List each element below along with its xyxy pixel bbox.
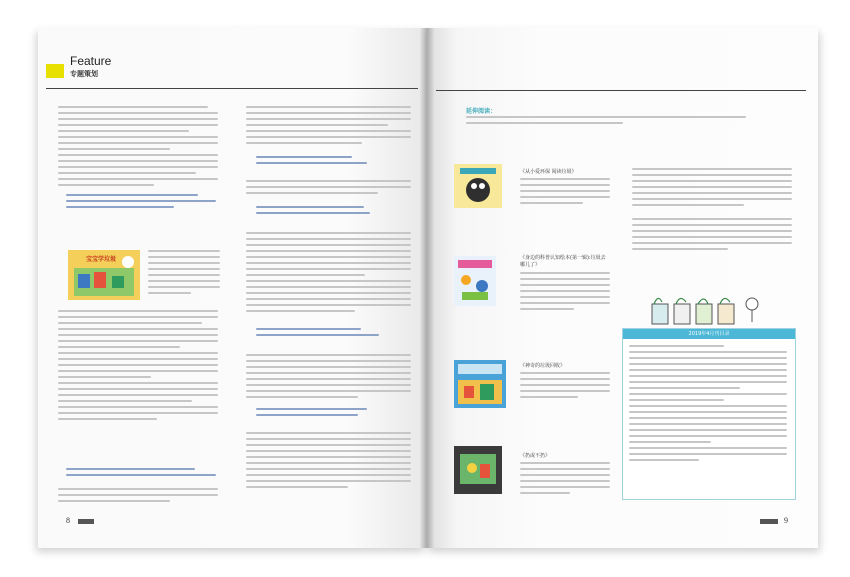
contents-table-header: 2019年4月刊目录 [623, 329, 795, 339]
left-page-right-column-text-5 [246, 432, 411, 492]
feature-accent-block [46, 64, 64, 78]
magazine-logo-left [78, 518, 94, 527]
feature-subtitle: 专题策划 [70, 70, 98, 78]
left-page [38, 28, 426, 548]
left-column-quote-2 [66, 468, 216, 480]
magazine-logo-right [760, 518, 778, 527]
book-desc-4 [520, 462, 610, 498]
book-title-1: 《从小爱环保 阅读垃圾》 [520, 169, 577, 175]
book-cover-2 [454, 256, 496, 306]
book-desc-3 [520, 372, 610, 402]
left-page-right-quote [256, 156, 406, 168]
left-page-right-quote-3 [256, 328, 406, 340]
section-intro [466, 116, 746, 128]
feature-title: Feature [70, 54, 112, 68]
spine-shadow [420, 28, 434, 548]
book-cover-title: 宝宝学垃圾 [86, 256, 117, 263]
left-page-right-column-text-3 [246, 232, 411, 316]
recycle-bins-illustration [640, 290, 770, 326]
left-column-text-3 [58, 310, 218, 424]
left-column-text [58, 106, 218, 190]
right-page [426, 28, 818, 548]
book-desc-1 [520, 178, 610, 208]
left-page-right-quote-2 [256, 206, 406, 218]
left-page-right-column-text-2 [246, 180, 411, 198]
right-header-rule [436, 90, 806, 91]
left-column-text-2 [148, 250, 220, 298]
contents-table-body [629, 345, 787, 465]
left-page-right-column-text [246, 106, 411, 148]
section-title: 延伸阅读： [466, 108, 497, 115]
book-cover-4 [454, 446, 502, 494]
book-cover-3 [454, 360, 506, 408]
contents-table [622, 328, 796, 500]
book-desc-2 [520, 272, 610, 314]
right-column-text-2 [632, 218, 792, 254]
left-page-right-quote-4 [256, 408, 406, 420]
left-column-text-4 [58, 488, 218, 506]
left-page-right-column-text-4 [246, 354, 411, 402]
header-rule [46, 88, 418, 89]
right-column-text [632, 168, 792, 210]
left-column-quote [66, 194, 216, 212]
book-title-4: 《扔或不扔》 [520, 453, 551, 459]
book-title-3: 《神奇的垃圾回收》 [520, 363, 566, 369]
left-page-number: 8 [66, 516, 70, 525]
book-cover-1 [454, 164, 502, 208]
book-cover-image [68, 250, 140, 300]
book-title-2: 《身边的科普认知绘本(第一辑):垃圾去哪儿了》 [520, 255, 606, 268]
right-page-number: 9 [784, 516, 788, 525]
